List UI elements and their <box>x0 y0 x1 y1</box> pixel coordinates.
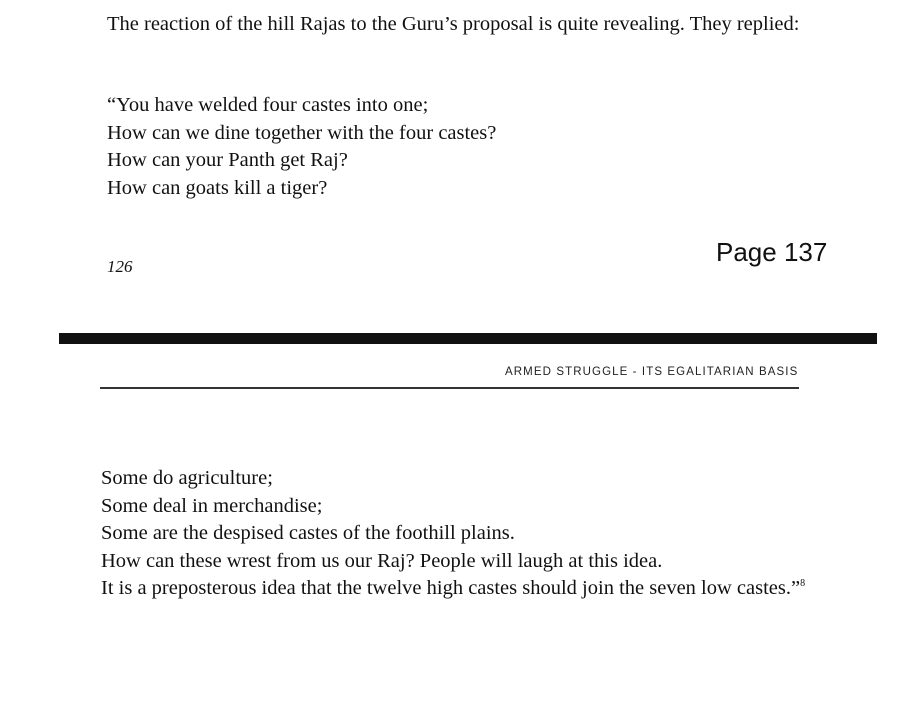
poem-stanza-bottom <box>101 465 811 603</box>
poem-line: How can your Panth get Raj? <box>107 149 348 171</box>
poem-line: How can we dine together with the four castes? <box>107 121 497 144</box>
poem-line: “You have welded four castes into one; <box>107 94 429 116</box>
poem-stanza-top <box>107 92 496 202</box>
poem-line: Some deal in merchandise; <box>101 494 323 517</box>
poem-line: Some do agriculture; <box>101 467 273 489</box>
page-break-bar <box>59 333 877 344</box>
running-head-rule <box>100 387 799 389</box>
intro-paragraph: The reaction of the hill Rajas to the Guru’s proposal is quite revealing. They replied: <box>107 13 800 35</box>
poem-line: Some are the despised castes of the foothill plains. <box>101 522 515 544</box>
poem-line-text: It is a preposterous idea that the twelve high castes should join the seven low castes.” <box>101 577 801 599</box>
page-label: Page 137 <box>716 237 828 267</box>
poem-line: How can these wrest from us our Raj? People will laugh at this idea. <box>101 549 663 572</box>
footnote-marker[interactable]: 8 <box>800 578 806 589</box>
running-head: ARMED STRUGGLE - ITS EGALITARIAN BASIS <box>505 366 799 378</box>
page-number-folio: 126 <box>107 257 133 276</box>
poem-line: How can goats kill a tiger? <box>107 176 328 199</box>
poem-line-last <box>101 575 811 603</box>
